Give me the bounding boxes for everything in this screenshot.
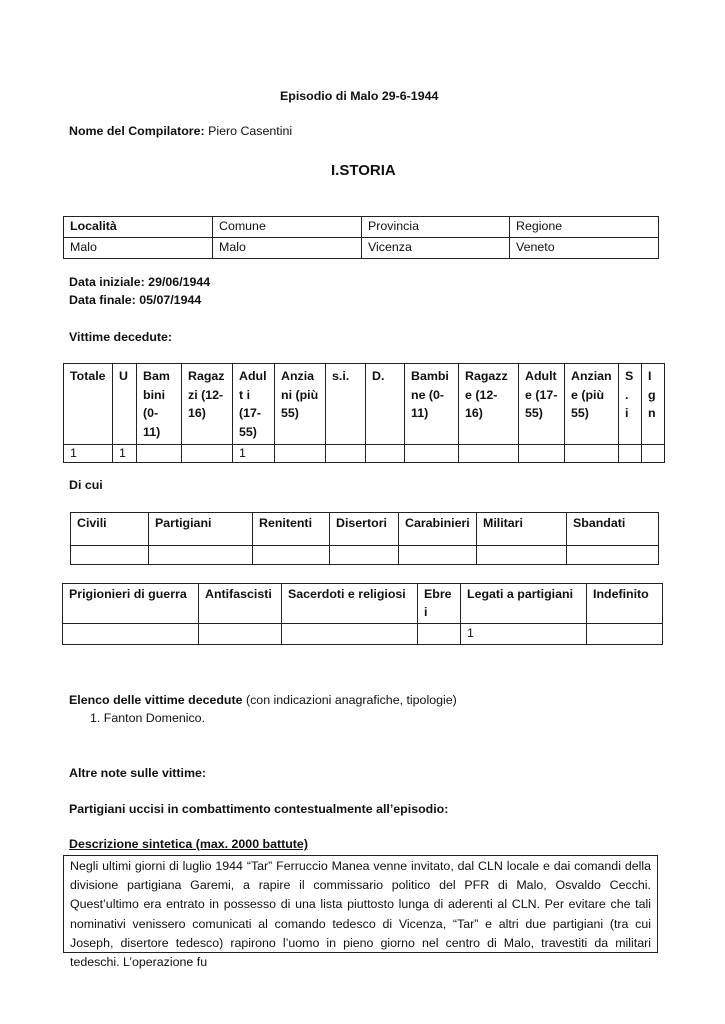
categories-1-value-cell (71, 546, 149, 565)
categories-2-value-cell (199, 623, 282, 644)
categories-2-value-cell (587, 623, 663, 644)
victims-value-cell (366, 445, 405, 462)
categories-1-value-row (71, 546, 659, 565)
victims-value-cell (405, 445, 459, 462)
victims-header-cell: s.i. (326, 364, 366, 445)
categories-2-header-row (63, 584, 663, 624)
categories-table-2 (62, 583, 663, 645)
categories-2-header-cell: Legati a partigiani (461, 584, 587, 624)
victims-header-cell: Bam bini (0- 11) (137, 364, 182, 445)
categories-1-header-cell: Renitenti (253, 513, 330, 546)
victims-table (63, 363, 665, 463)
victim-list-note: (con indicazioni anagrafiche, tipologie) (245, 693, 457, 707)
victims-header-cell: D. (366, 364, 405, 445)
victims-value-cell (565, 445, 619, 462)
victims-header-cell: Anzian e (più 55) (565, 364, 619, 445)
categories-1-header-cell: Militari (477, 513, 567, 546)
categories-2-header-cell: Indefinito (587, 584, 663, 624)
victims-value-cell (459, 445, 519, 462)
episode-title: Episodio di Malo 29-6-1944 (280, 89, 439, 103)
victims-value-cell: 1 (64, 445, 113, 462)
victims-header-cell: Adult i (17- 55) (233, 364, 275, 445)
victims-header-cell: Adult e (17- 55) (519, 364, 565, 445)
date-final: Data finale: 05/07/1944 (69, 293, 202, 307)
categories-1-header-cell: Sbandati (567, 513, 659, 546)
location-header-row (64, 217, 659, 238)
victims-value-cell (519, 445, 565, 462)
partisans-killed-heading: Partigiani uccisi in combattimento contestualmente all’episodio: (69, 802, 449, 816)
victims-header-cell: Ragazze (12-16) (459, 364, 519, 445)
victims-value-cell (182, 445, 233, 462)
location-value-cell: Malo (213, 237, 362, 258)
location-value-cell: Veneto (510, 237, 659, 258)
compiler-line (69, 123, 292, 141)
victim-list-heading (69, 692, 457, 710)
categories-1-value-cell (253, 546, 330, 565)
location-value-cell: Malo (64, 237, 213, 258)
categories-1-value-cell (399, 546, 477, 565)
categories-2-value-cell: 1 (461, 623, 587, 644)
victims-header-cell: Ragaz zi (12- 16) (182, 364, 233, 445)
victims-value-row (64, 445, 665, 462)
location-value-row (64, 237, 659, 258)
victim-list-label: Elenco delle vittime decedute (69, 693, 243, 707)
victims-header-cell: S. i (619, 364, 642, 445)
victims-header-cell: U (113, 364, 137, 445)
victims-header-row (64, 364, 665, 445)
location-header-cell: Regione (510, 217, 659, 238)
categories-table-1 (70, 512, 659, 565)
location-value-cell: Vicenza (362, 237, 510, 258)
categories-1-value-cell (477, 546, 567, 565)
description-box: Negli ultimi giorni di luglio 1944 “Tar” Ferruccio Manea venne invitato, dal CLN locale e dai comandi della divisione partigiana Garemi, a rapire il commissario politico del PFR di Malo, Osvaldo Cecchi. Quest’ultimo era entrato in possesso di una lista piuttosto lunga di aderenti al CLN. Per evitare che tali nominativi venissero comunicati al comando tedesco di Vicenza, “Tar” e altri due partigiani (tra cui Joseph, disertore tedesco) rapirono l’uomo in pieno giorno nel centro di Malo, travestiti da militari tedeschi. L’operazione fu (63, 855, 658, 953)
victims-header-cell: Anzia ni (più 55) (275, 364, 326, 445)
location-header-cell: Provincia (362, 217, 510, 238)
victims-value-cell: 1 (233, 445, 275, 462)
victims-value-cell (642, 445, 665, 462)
victims-value-cell (619, 445, 642, 462)
compiler-name: Piero Casentini (208, 124, 293, 138)
location-table (63, 216, 659, 259)
victims-title: Vittime decedute: (69, 330, 173, 344)
categories-1-header-cell: Carabinieri (399, 513, 477, 546)
victim-list-item: 1. Fanton Domenico. (90, 711, 206, 725)
categories-2-header-cell: Antifascisti (199, 584, 282, 624)
victims-value-cell (275, 445, 326, 462)
categories-1-header-row (71, 513, 659, 546)
categories-1-header-cell: Disertori (330, 513, 399, 546)
categories-1-value-cell (149, 546, 253, 565)
victims-header-cell: Ig n (642, 364, 665, 445)
victims-value-cell (326, 445, 366, 462)
victims-header-cell: Totale (64, 364, 113, 445)
categories-2-header-cell: Prigionieri di guerra (63, 584, 199, 624)
compiler-label: Nome del Compilatore: (69, 124, 205, 138)
description-title: Descrizione sintetica (max. 2000 battute) (69, 837, 308, 851)
date-initial: Data iniziale: 29/06/1944 (69, 275, 211, 289)
categories-1-value-cell (567, 546, 659, 565)
categories-1-header-cell: Partigiani (149, 513, 253, 546)
section-title: I.STORIA (331, 162, 396, 179)
other-notes-heading: Altre note sulle vittime: (69, 766, 207, 780)
categories-2-header-cell: Sacerdoti e religiosi (282, 584, 418, 624)
categories-2-value-cell (418, 623, 461, 644)
victims-value-cell (137, 445, 182, 462)
categories-2-header-cell: Ebrei (418, 584, 461, 624)
categories-2-value-row (63, 623, 663, 644)
di-cui-title: Di cui (69, 478, 103, 492)
categories-1-header-cell: Civili (71, 513, 149, 546)
categories-1-value-cell (330, 546, 399, 565)
categories-2-value-cell (282, 623, 418, 644)
victims-value-cell: 1 (113, 445, 137, 462)
categories-2-value-cell (63, 623, 199, 644)
location-header-cell: Comune (213, 217, 362, 238)
victims-header-cell: Bambi ne (0- 11) (405, 364, 459, 445)
location-header-cell: Località (64, 217, 213, 238)
